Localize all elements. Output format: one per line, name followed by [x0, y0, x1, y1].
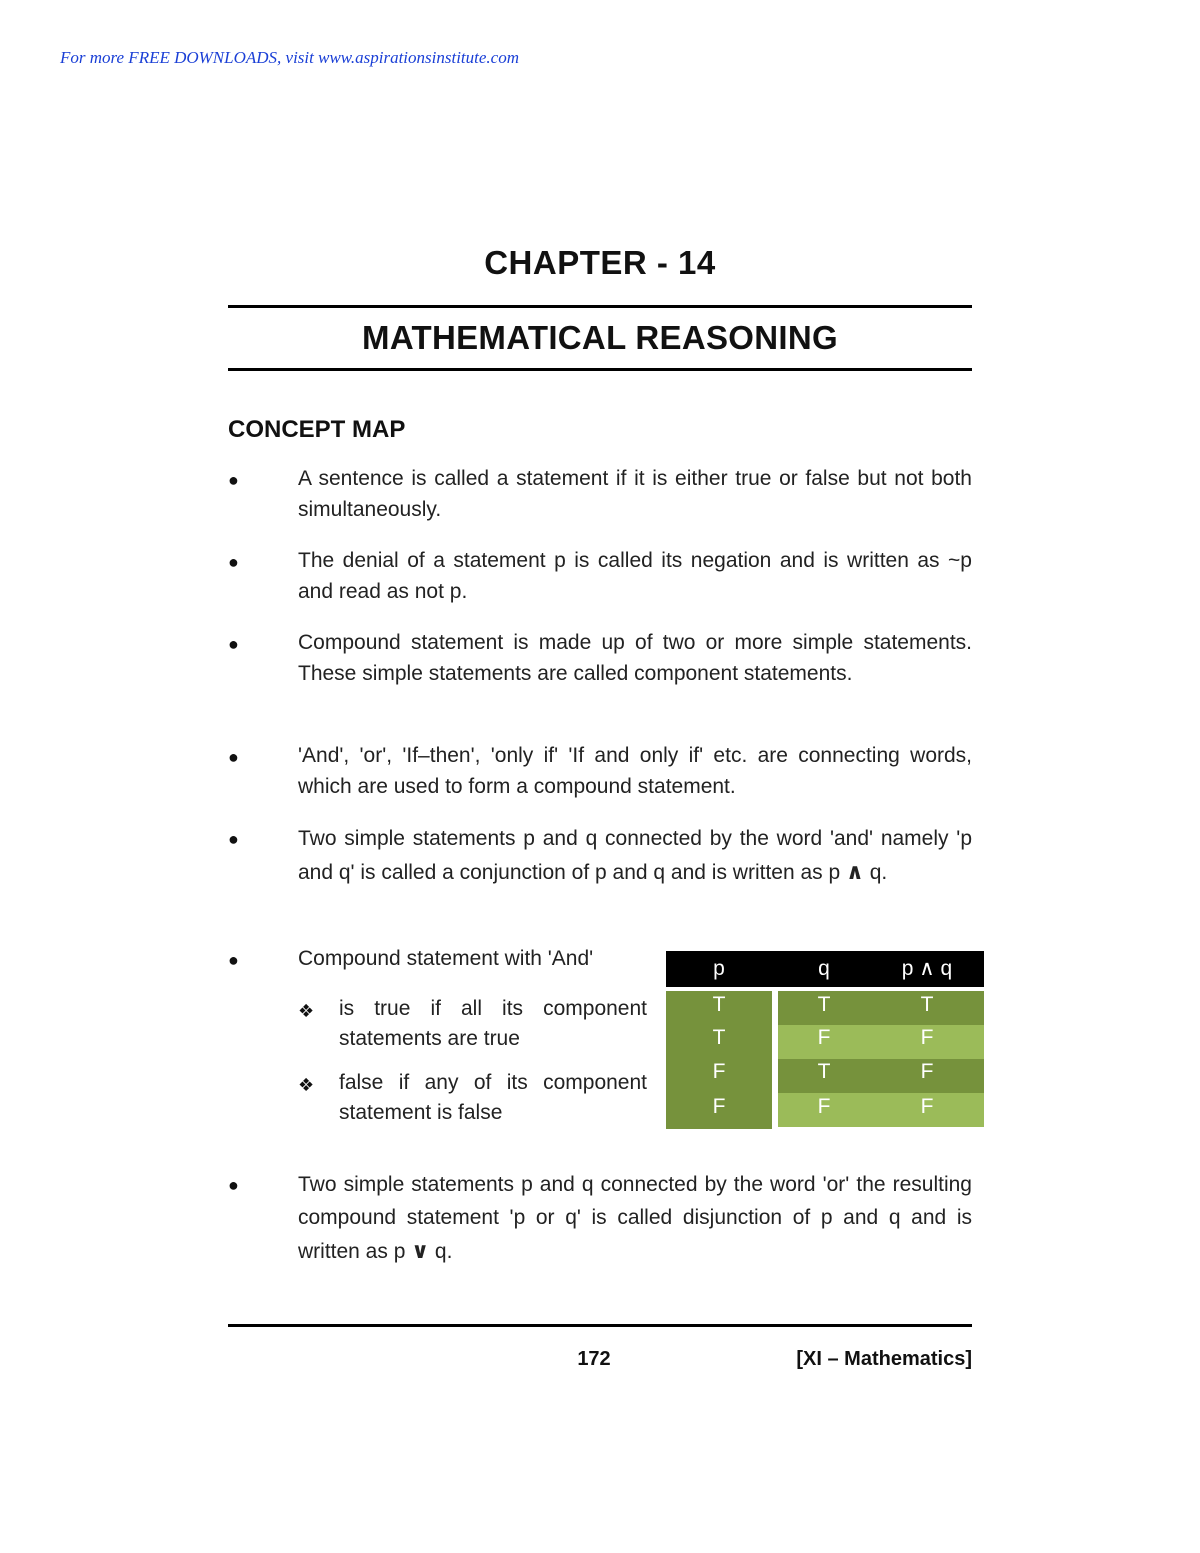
table-cell: T [920, 993, 934, 1016]
chapter-label: CHAPTER - 14 [484, 244, 716, 281]
table-cell: F [712, 1095, 726, 1118]
list-item: A sentence is called a statement if it is either true or false but not both simultaneously. [298, 467, 972, 521]
list-item: Compound statement with 'And' [298, 947, 594, 970]
or-symbol: ∨ [411, 1238, 430, 1263]
diamond-bullet-icon: ❖ [298, 1075, 315, 1095]
bullet-icon: ● [228, 634, 239, 654]
list-item: Compound statement is made up of two or more simple statements. These simple statements are called component statements. [298, 631, 972, 685]
table-cell: F [817, 1095, 831, 1118]
table-cell: F [920, 1060, 934, 1083]
sub-list-item: is true if all its component statements are true [339, 997, 647, 1050]
table-cell: F [920, 1026, 934, 1049]
header-cell-p: p [713, 957, 725, 980]
table-cell: T [817, 1060, 831, 1083]
header-cell-p-and-q: p ∧ q [901, 957, 953, 980]
truth-table [666, 951, 984, 1129]
title-rule [228, 368, 972, 371]
bullet-icon: ● [228, 829, 239, 849]
list-item [298, 822, 972, 889]
bullet-icon: ● [228, 747, 239, 767]
and-symbol: ∧ [846, 859, 864, 884]
bullet-icon: ● [228, 552, 239, 572]
footer-rule [228, 1324, 972, 1327]
table-cell: T [712, 993, 726, 1016]
diamond-bullet-icon: ❖ [298, 1001, 315, 1021]
list-item: 'And', 'or', 'If–then', 'only if' 'If and only if' etc. are connecting words, which are used to form a compound statement. [298, 744, 972, 798]
disjunction-text-end: q. [429, 1240, 453, 1263]
bullet-icon: ● [228, 950, 239, 970]
bullet-icon: ● [228, 1175, 239, 1195]
list-item [298, 1168, 972, 1268]
table-cell: T [817, 993, 831, 1016]
conjunction-text: Two simple statements p and q connected by the word 'and' namely 'p and q' is called a conjunction of p and q and is written as p [298, 827, 972, 884]
page-title: MATHEMATICAL REASONING [362, 319, 838, 356]
table-cell: F [817, 1026, 831, 1049]
table-cell: T [712, 1026, 726, 1049]
conjunction-text-end: q. [863, 861, 888, 884]
disjunction-text: Two simple statements p and q connected by the word 'or' the resulting compound statement 'p or q' is called disjunction of p and q and is written as p [298, 1173, 972, 1263]
table-cell: F [712, 1060, 726, 1083]
top-rule [228, 305, 972, 308]
page-number: 172 [577, 1348, 611, 1370]
section-heading: CONCEPT MAP [228, 416, 406, 443]
header-download-link[interactable]: For more FREE DOWNLOADS, visit www.aspirationsinstitute.com [60, 48, 519, 67]
bullet-icon: ● [228, 470, 239, 490]
list-item: The denial of a statement p is called its negation and is written as ~p and read as not p. [298, 549, 972, 603]
header-cell-q: q [818, 957, 830, 980]
book-label: [XI – Mathematics] [796, 1348, 972, 1370]
table-cell: F [920, 1095, 934, 1118]
sub-list-item: false if any of its component statement is false [339, 1071, 647, 1124]
